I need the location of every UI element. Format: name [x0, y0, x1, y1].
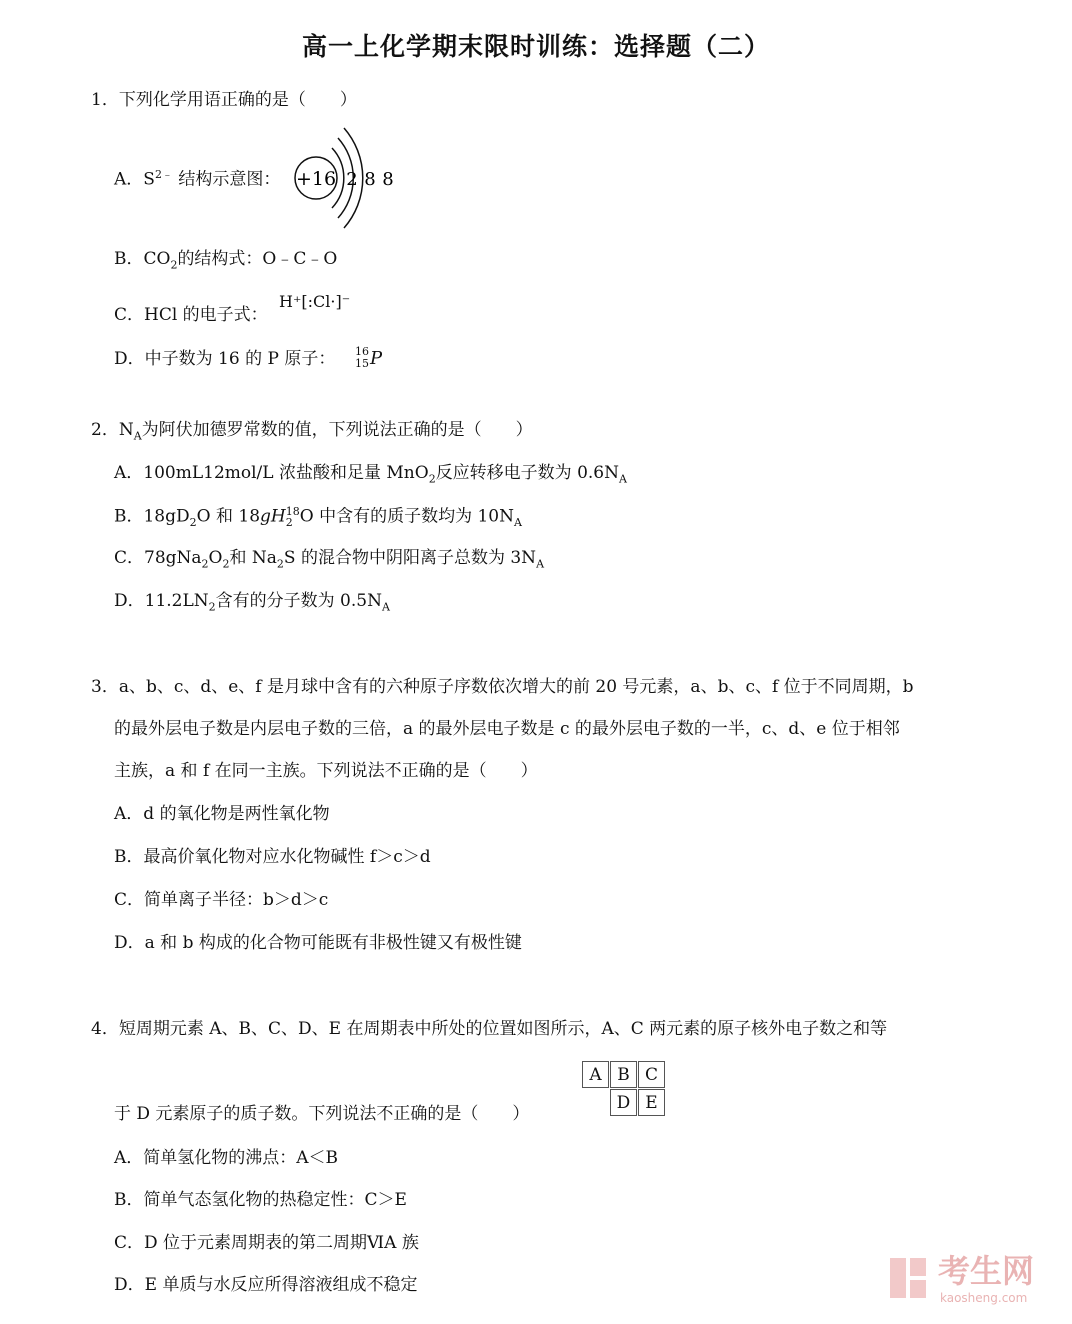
q2-stem-sub: A — [133, 429, 142, 443]
q2-a-sub: A — [619, 472, 627, 486]
q3-option-c[interactable]: C．简单离子半径：b＞d＞c — [114, 890, 329, 910]
q2-b-sub: A — [514, 515, 522, 529]
q2-option-c[interactable] — [114, 548, 544, 571]
q4-option-a[interactable]: A．简单氢化物的沸点：A＜B — [114, 1148, 339, 1168]
q2-stem-num: 2．N — [91, 420, 134, 440]
table-cell-d: D — [610, 1089, 637, 1116]
q2-c-part: 和 Na — [229, 548, 277, 568]
q3-option-a[interactable]: A．d 的氧化物是两性氧化物 — [114, 804, 330, 824]
q1-option-a-charge: 2﹣ — [154, 168, 173, 181]
q4-stem-line-1: 4．短周期元素 A、B、C、D、E 在周期表中所处的位置如图所示，A、C 两元素的原子核外电子数之和等 — [91, 1019, 888, 1039]
q1-option-a[interactable] — [114, 168, 280, 190]
q1-option-a-label: A．S — [114, 169, 155, 190]
q2-d-part: 含有的分子数为 0.5N — [215, 591, 382, 611]
q1-option-a-text: 结构示意图： — [178, 169, 281, 190]
nuclide-atomic-number: 15 — [355, 357, 369, 370]
q2-b-part: O 和 18 — [196, 506, 261, 527]
nuclide-symbol: P — [370, 348, 383, 369]
q4-option-c[interactable]: C．D 位于元素周期表的第二周期ⅥA 族 — [114, 1233, 419, 1253]
sulfide-structure-diagram — [286, 120, 406, 240]
hcl-electron-formula: H⁺[:Cl·]⁻ — [279, 292, 351, 311]
q2-option-b[interactable] — [114, 506, 522, 529]
q1-option-d[interactable] — [114, 349, 335, 369]
q2-c-sub: A — [536, 557, 545, 571]
q1-option-b-sub: 2 — [170, 258, 178, 272]
q2-b-part: B．18gD — [114, 506, 190, 527]
q2-stem — [91, 420, 533, 443]
q2-b-italic: gH — [260, 506, 286, 527]
q1-option-b-label: B．CO — [114, 249, 171, 269]
q4-stem-line-2: 于 D 元素原子的质子数。下列说法不正确的是（ ） — [114, 1104, 530, 1124]
nucleus-charge: +16 — [295, 168, 337, 190]
q2-stem-text: 为阿伏加德罗常数的值，下列说法正确的是（ ） — [141, 420, 533, 440]
q2-a-part: 反应转移电子数为 0.6N — [435, 463, 620, 483]
q2-b-part: O 中含有的质子数均为 10N — [299, 506, 515, 527]
q2-c-sub: 2 — [276, 557, 284, 571]
q3-option-b[interactable]: B．最高价氧化物对应水化物碱性 f＞c＞d — [114, 847, 431, 867]
kaosheng-logo-icon — [888, 1256, 930, 1302]
q2-option-d[interactable] — [114, 591, 390, 614]
q1-option-b[interactable] — [114, 249, 337, 272]
q4-option-d[interactable]: D．E 单质与水反应所得溶液组成不稳定 — [114, 1275, 418, 1295]
q2-a-sub: 2 — [428, 472, 436, 486]
periodic-table-fragment — [582, 1061, 672, 1119]
shell-count-1: 2 — [346, 169, 358, 190]
table-cell-a: A — [582, 1061, 609, 1088]
q3-stem-line-3: 主族，a 和 f 在同一主族。下列说法不正确的是（ ） — [114, 761, 538, 781]
table-cell-b: B — [610, 1061, 637, 1088]
watermark-url: kaosheng.com — [940, 1291, 1028, 1305]
shell-count-2: 8 — [364, 169, 376, 190]
q2-d-sub: 2 — [208, 600, 216, 614]
q1-option-b-text: 的结构式：O﹣C﹣O — [177, 249, 338, 269]
table-cell-c: C — [638, 1061, 665, 1088]
kaosheng-watermark — [888, 1250, 1058, 1310]
q3-stem-line-2: 的最外层电子数是内层电子数的三倍，a 的最外层电子数是 c 的最外层电子数的一半，c、d、e 位于相邻 — [114, 719, 900, 739]
q2-c-part: S 的混合物中阴阳离子总数为 3N — [283, 548, 537, 568]
q1-stem: 1．下列化学用语正确的是（ ） — [91, 90, 357, 110]
watermark-brand: 考生网 — [938, 1252, 1035, 1290]
page-title: 高一上化学期末限时训练：选择题（二） — [301, 32, 770, 61]
q2-b-sup: 18 — [285, 505, 300, 518]
q2-a-part: A．100mL12mol/L 浓盐酸和足量 MnO — [114, 463, 429, 483]
q2-c-sub: 2 — [222, 557, 230, 571]
q2-b-sub: 2 — [189, 515, 197, 529]
q1-option-c[interactable] — [114, 305, 268, 325]
q1-option-c-text: C．HCl 的电子式： — [114, 305, 268, 325]
q2-b-scripts — [286, 506, 300, 528]
q2-d-sub: A — [381, 600, 390, 614]
q2-b-subh: 2 — [285, 516, 293, 529]
q2-c-part: C．78gNa — [114, 548, 202, 568]
q3-option-d[interactable]: D．a 和 b 构成的化合物可能既有非极性键又有极性键 — [114, 933, 522, 953]
q2-c-sub: 2 — [201, 557, 209, 571]
q4-option-b[interactable]: B．简单气态氢化物的热稳定性：C＞E — [114, 1190, 407, 1210]
q3-stem-line-1: 3．a、b、c、d、e、f 是月球中含有的六种原子序数依次增大的前 20 号元素，a、b、c、f 位于不同周期，b — [91, 677, 914, 697]
table-cell-e: E — [638, 1089, 665, 1116]
q2-d-part: D．11.2LN — [114, 591, 209, 611]
q2-option-a[interactable] — [114, 463, 627, 486]
q2-c-part: O — [208, 548, 223, 568]
q1-option-d-text: D．中子数为 16 的 P 原子： — [114, 349, 336, 369]
nuclide-mass-number: 16 — [355, 345, 369, 358]
shell-count-3: 8 — [382, 169, 394, 190]
